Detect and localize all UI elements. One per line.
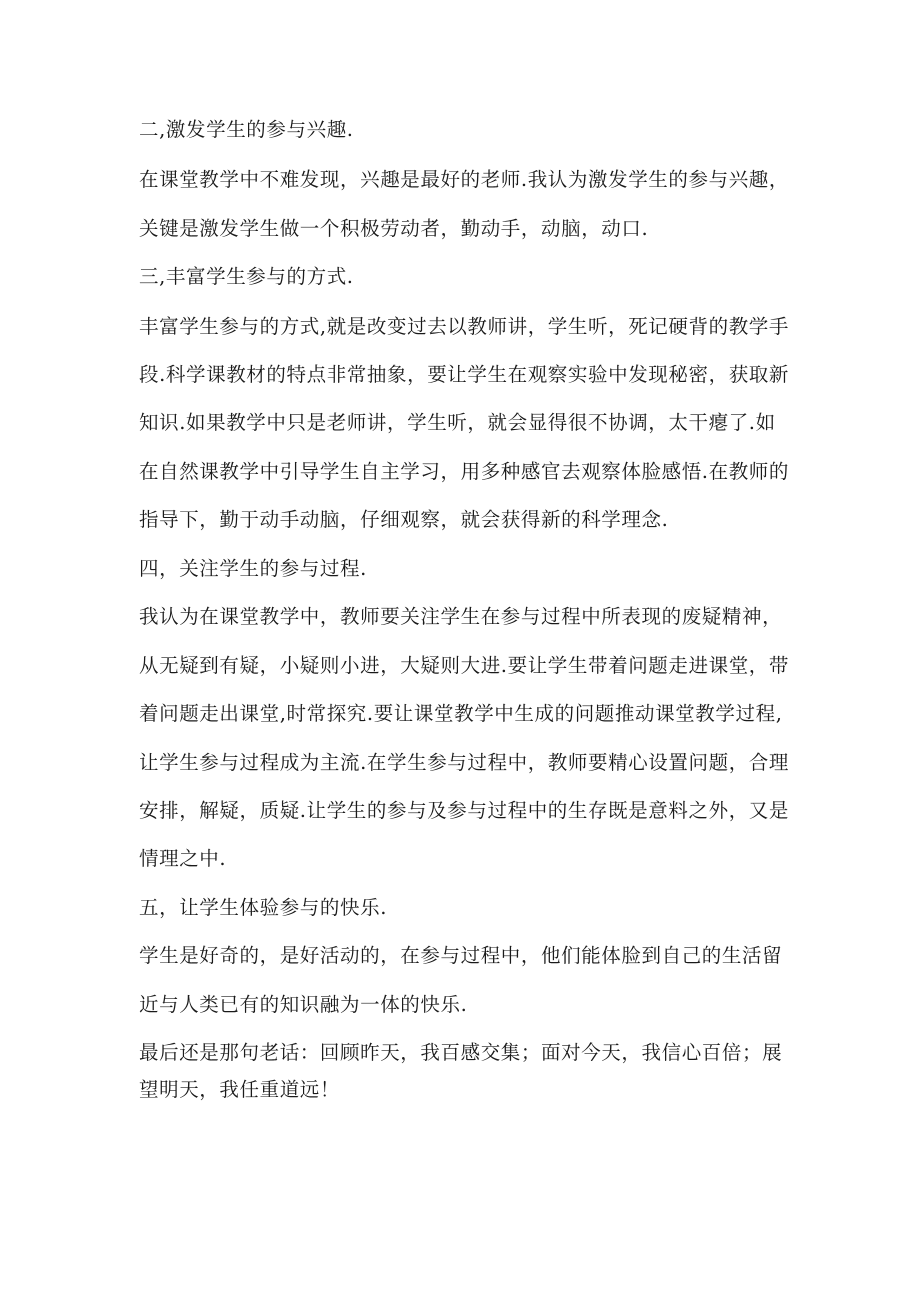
paragraph-line: 让学生参与过程成为主流.在学生参与过程中，教师要精心设置问题，合理 [139, 751, 789, 774]
paragraph-line: 指导下，勤于动手动脑，仔细观察，就会获得新的科学理念. [139, 508, 669, 531]
paragraph-line: 安排，解疑，质疑.让学生的参与及参与过程中的生存既是意料之外，又是 [139, 799, 789, 822]
paragraph-line: 我认为在课堂教学中，教师要关注学生在参与过程中所表现的废疑精神， [139, 605, 783, 628]
paragraph-line: 丰富学生参与的方式,就是改变过去以教师讲，学生听，死记硬背的教学手 [139, 315, 789, 338]
paragraph-line: 近与人类已有的知识融为一体的快乐. [139, 993, 468, 1016]
paragraph-line: 段.科学课教材的特点非常抽象，要让学生在观察实验中发现秘密，获取新 [139, 363, 789, 386]
paragraph-line: 从无疑到有疑，小疑则小进，大疑则大进.要让学生带着问题走进课堂，带 [139, 654, 789, 677]
paragraph-line: 知识.如果教学中只是老师讲，学生听，就会显得很不协调，太干瘪了.如 [139, 411, 776, 434]
paragraph-line: 在自然课教学中引导学生自主学习，用多种感官去观察体脸感悟.在教师的 [139, 460, 789, 483]
paragraph-line: 关键是激发学生做一个积极劳动者，勤动手，动脑，动口. [139, 217, 649, 240]
paragraph-line: 着问题走出课堂,时常探究.要让课堂教学中生成的问题推动课堂教学过程, [139, 702, 783, 725]
section-heading-3: 三,丰富学生参与的方式. [139, 265, 354, 288]
section-heading-5: 五，让学生体验参与的快乐. [139, 896, 387, 919]
closing-line: 最后还是那句老话：回顾昨天，我百感交集；面对今天，我信心百倍；展 [139, 1041, 783, 1064]
paragraph-line: 在课堂教学中不难发现，兴趣是最好的老师.我认为激发学生的参与兴趣， [139, 168, 789, 191]
closing-line: 望明天，我任重道远！ [139, 1078, 341, 1101]
section-heading-4: 四，关注学生的参与过程. [139, 557, 367, 580]
paragraph-line: 学生是好奇的，是好活动的，在参与过程中，他们能体脸到自己的生活留 [139, 944, 783, 967]
section-heading-2: 二,激发学生的参与兴趣. [139, 118, 354, 141]
paragraph-line: 情理之中. [139, 847, 227, 870]
